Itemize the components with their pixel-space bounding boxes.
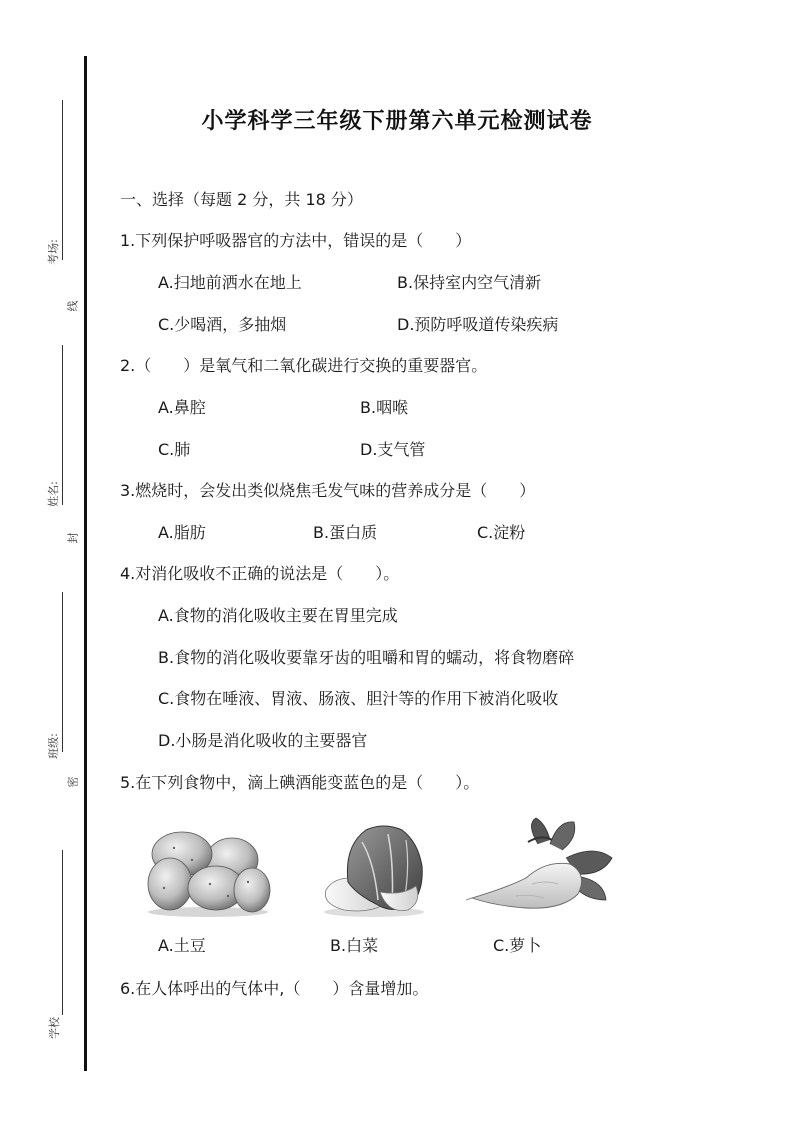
- name-rule: [62, 345, 63, 505]
- option-a[interactable]: A.食物的消化吸收主要在胃里完成: [158, 606, 398, 625]
- option-b[interactable]: B.白菜: [330, 936, 379, 955]
- option-a[interactable]: A.脂肪: [158, 523, 206, 542]
- name-label: 姓名:: [46, 481, 60, 507]
- section-heading: 一、选择（每题 2 分，共 18 分）: [120, 190, 363, 209]
- exam-room-label: 考场:: [46, 239, 60, 265]
- option-b[interactable]: B.食物的消化吸收要靠牙齿的咀嚼和胃的蠕动，将食物磨碎: [158, 648, 575, 667]
- potato-image: [144, 826, 272, 918]
- question-stem: 3.燃烧时，会发出类似烧焦毛发气味的营养成分是（ ）: [120, 481, 536, 500]
- chinese-cabbage-image: [318, 822, 430, 918]
- radish-image: [466, 814, 616, 920]
- option-a[interactable]: A.鼻腔: [158, 398, 206, 417]
- option-b[interactable]: B.蛋白质: [313, 523, 378, 542]
- question-stem: 1.下列保护呼吸器官的方法中，错误的是（ ）: [120, 231, 472, 250]
- option-a[interactable]: A.土豆: [158, 936, 206, 955]
- option-c[interactable]: C.食物在唾液、胃液、肠液、胆汁等的作用下被消化吸收: [158, 689, 559, 708]
- binding-line: [84, 56, 87, 1071]
- school-label: 学校: [48, 1017, 61, 1039]
- question-stem: 2.（ ）是氧气和二氧化碳进行交换的重要器官。: [120, 356, 488, 375]
- option-c[interactable]: C.肺: [158, 440, 191, 459]
- school-rule: [62, 850, 63, 1015]
- question-stem: 6.在人体呼出的气体中,（ ）含量增加。: [120, 979, 429, 998]
- option-a[interactable]: A.扫地前洒水在地上: [158, 273, 302, 292]
- page-title: 小学科学三年级下册第六单元检测试卷: [201, 108, 593, 134]
- question-stem: 5.在下列食物中，滴上碘酒能变蓝色的是（ ）。: [120, 773, 480, 792]
- class-rule: [62, 592, 63, 752]
- seal-seal-text: 封: [66, 532, 80, 544]
- seal-line-text: 线: [66, 300, 80, 312]
- option-b[interactable]: B.咽喉: [360, 398, 409, 417]
- class-label: 班级:: [46, 733, 60, 759]
- option-c[interactable]: C.萝卜: [493, 936, 542, 955]
- option-c[interactable]: C.淀粉: [477, 523, 526, 542]
- option-b[interactable]: B.保持室内空气清新: [397, 273, 542, 292]
- seal-secret-text: 密: [66, 776, 80, 788]
- option-d[interactable]: D.支气管: [360, 440, 426, 459]
- option-c[interactable]: C.少喝酒，多抽烟: [158, 315, 287, 334]
- question-stem: 4.对消化吸收不正确的说法是（ ）。: [120, 564, 400, 583]
- option-d[interactable]: D.预防呼吸道传染疾病: [397, 315, 559, 334]
- option-d[interactable]: D.小肠是消化吸收的主要器官: [158, 731, 368, 750]
